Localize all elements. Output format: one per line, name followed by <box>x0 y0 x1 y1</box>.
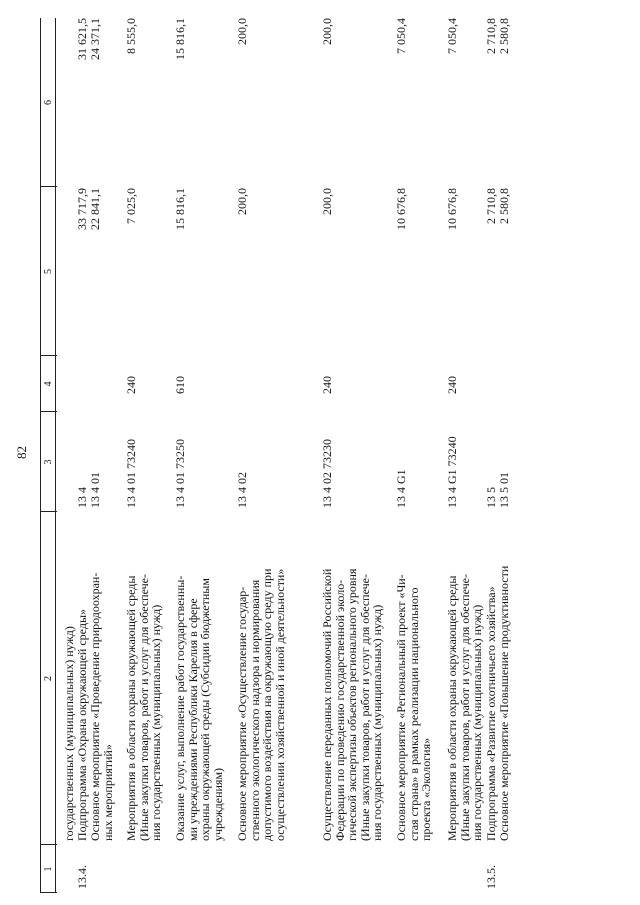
row-code: 13 4 <box>75 487 89 508</box>
row-code: 13 5 <box>484 487 498 508</box>
row-value-col5: 15 816,1 <box>173 188 187 230</box>
row-value-col6: 200,0 <box>235 18 249 45</box>
row-value-col6: 200,0 <box>320 18 334 45</box>
row-name: Подпрограмма «Охрана окружающей среды» <box>75 608 89 841</box>
header-col-2: 2 <box>43 676 54 681</box>
header-col-4: 4 <box>43 381 54 387</box>
page-number: 82 <box>14 446 29 459</box>
row-value-col6: 7 050,4 <box>394 18 408 54</box>
row-value-col6: 15 816,1 <box>173 18 187 60</box>
row-expense-type: 240 <box>320 376 334 394</box>
row-name: государственных (муниципальных) нужд) <box>62 626 76 841</box>
row-code: 13 4 01 73250 <box>173 439 187 508</box>
row-code: 13 4 01 73240 <box>124 439 138 508</box>
row-value-col5: 200,0 <box>235 188 249 215</box>
row-expense-type: 610 <box>173 376 187 394</box>
row-number: 13.5. <box>484 865 498 889</box>
row-value-col5: 22 841,1 <box>88 188 102 230</box>
row-name: Основное мероприятие «Региональный проект «Чи- стая страна» в рамках реализации национального проекта «Экология» <box>394 574 433 841</box>
row-value-col6: 31 621,5 <box>75 18 89 60</box>
header-col-5: 5 <box>43 269 54 274</box>
row-value-col5: 7 025,0 <box>124 188 138 224</box>
row-name: Подпрограмма «Развитие охотничьего хозяйства» <box>484 586 498 841</box>
row-name: Основное мероприятие «Повышение продуктивности <box>497 565 511 841</box>
row-name: Мероприятия в области охраны окружающей среды (Иные закупки товаров, работ и услуг для обеспече- ния государственных (муниципальных) нужд) <box>124 574 163 841</box>
row-name: Оказание услуг, выполнение работ государственны- ми учреждениями Республики Карелия в сфере охраны окружающей среды (Субсидии бюджетным учреждениям) <box>173 575 225 841</box>
row-name: Основное мероприятие «Проведение природоохран- ных мероприятий» <box>88 572 115 841</box>
row-code: 13 4 02 <box>235 472 249 508</box>
row-value-col5: 2 580,8 <box>497 188 511 224</box>
row-expense-type: 240 <box>445 376 459 394</box>
row-value-col5: 10 676,8 <box>394 188 408 230</box>
row-value-col5: 2 710,8 <box>484 188 498 224</box>
row-expense-type: 240 <box>124 376 138 394</box>
row-name: Мероприятия в области охраны окружающей среды (Иные закупки товаров, работ и услуг для обеспече- ния государственных (муниципальных) нужд) <box>445 574 484 841</box>
row-value-col5: 10 676,8 <box>445 188 459 230</box>
row-value-col5: 200,0 <box>320 188 334 215</box>
header-col-1: 1 <box>43 866 54 872</box>
row-code: 13 4 02 73230 <box>320 439 334 508</box>
table-header <box>40 18 56 893</box>
row-name: Осуществление переданных полномочий Российской Федерации по проведению государственной эколо- гической экспертизы объектов регионального уровня (Иные закупки товаров, работ и услуг для обеспече- ния государственных (муниципальных) нужд) <box>320 568 384 841</box>
row-value-col6: 24 371,1 <box>88 18 102 60</box>
budget-table <box>40 18 606 893</box>
header-col-6: 6 <box>43 100 54 105</box>
row-value-col6: 7 050,4 <box>445 18 459 54</box>
row-code: 13 4 G1 73240 <box>445 436 459 508</box>
row-value-col6: 2 710,8 <box>484 18 498 54</box>
row-name: Основное мероприятие «Осуществление государ- ственного экологического надзора и нормирования допустимого воздействия на окружающую среду при осуществлении хозяйственной и иной деятельности» <box>235 568 287 841</box>
row-value-col5: 33 717,9 <box>75 188 89 230</box>
row-value-col6: 8 555,0 <box>124 18 138 54</box>
row-value-col6: 2 580,8 <box>497 18 511 54</box>
row-number: 13.4. <box>75 865 89 889</box>
row-code: 13 4 01 <box>88 472 102 508</box>
row-code: 13 5 01 <box>497 472 511 508</box>
row-code: 13 4 G1 <box>394 469 408 508</box>
header-col-3: 3 <box>43 459 54 465</box>
